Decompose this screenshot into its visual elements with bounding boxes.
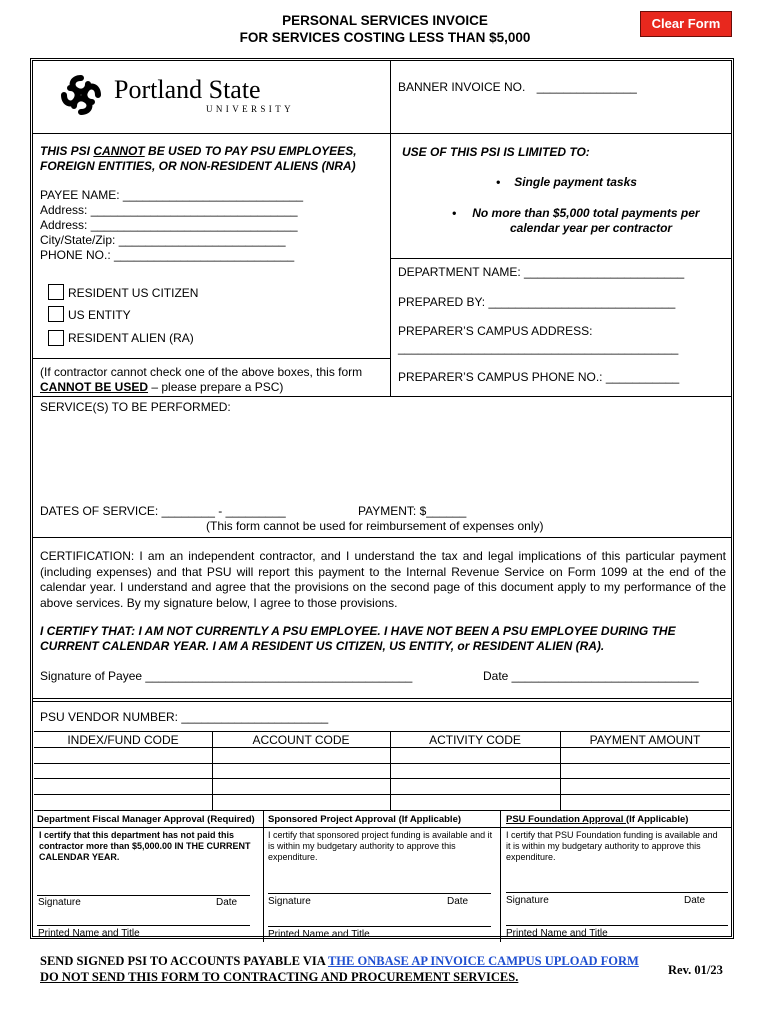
col-payment-amount: PAYMENT AMOUNT <box>589 733 701 747</box>
vendor-divider-b <box>33 701 731 702</box>
services-divider <box>33 396 731 397</box>
banner-invoice <box>398 80 637 95</box>
dept-date-label[interactable]: Date <box>216 897 238 908</box>
approval-divider-1 <box>263 810 264 942</box>
logo-sub: UNIVERSITY <box>206 104 294 114</box>
sponsored-signature-line <box>268 893 491 894</box>
services-label: SERVICE(S) TO BE PERFORMED: <box>40 400 231 414</box>
bullet-single-payment: • Single payment tasks <box>496 175 637 189</box>
phone-field[interactable]: PHONE NO.: ___________________________ <box>40 248 295 262</box>
cert-divider <box>33 537 731 538</box>
banner-invoice-label: BANNER INVOICE NO. <box>398 80 526 94</box>
us-entity-checkbox[interactable] <box>48 306 64 322</box>
bullet-icon: • <box>452 206 457 220</box>
right-divider-2 <box>391 258 731 259</box>
us-entity-label: US ENTITY <box>68 308 131 322</box>
revision-label: Rev. 01/23 <box>668 963 723 977</box>
resident-us-citizen-checkbox[interactable] <box>48 284 64 300</box>
payee-date-field[interactable]: Date ____________________________ <box>483 669 699 683</box>
form-title-line2: FOR SERVICES COSTING LESS THAN $5,000 <box>239 30 531 45</box>
psu-foundation-title: PSU Foundation Approval (If Applicable) <box>506 814 689 825</box>
foundation-printed-label[interactable]: Printed Name and Title <box>506 928 608 939</box>
foundation-signature-label[interactable]: Signature <box>506 895 549 906</box>
banner-invoice-field[interactable]: _______________ <box>536 80 637 94</box>
bullet-max-payment: • No more than $5,000 total payments per calendar year per contractor <box>452 206 700 235</box>
resident-us-citizen-label: RESIDENT US CITIZEN <box>68 286 199 300</box>
col-index-fund: INDEX/FUND CODE <box>67 733 179 747</box>
psu-mark-icon <box>58 72 104 118</box>
sponsored-date-label[interactable]: Date <box>447 896 469 907</box>
bullet-icon: • <box>496 175 501 189</box>
psi-warning: THIS PSI CANNOT BE USED TO PAY PSU EMPLOYEES, FOREIGN ENTITIES, OR NON-RESIDENT ALIENS (NRA) <box>40 144 357 173</box>
logo-divider <box>33 133 391 134</box>
foundation-printed-line <box>506 925 728 926</box>
foundation-date-label[interactable]: Date <box>684 895 706 906</box>
dept-signature-line <box>37 895 250 896</box>
col-account-code: ACCOUNT CODE <box>252 733 350 747</box>
funding-table <box>34 731 730 810</box>
logo-name: Portland State <box>114 75 261 104</box>
sponsored-project-text: I certify that sponsored project funding is available and it is within my budgetary authority to approve this expenditure. <box>268 830 493 862</box>
address1-field[interactable]: Address: _______________________________ <box>40 203 298 217</box>
campus-address-field[interactable]: __________________________________________ <box>398 341 679 355</box>
use-limited-title: USE OF THIS PSI IS LIMITED TO: <box>402 145 590 159</box>
contractor-note: (If contractor cannot check one of the above boxes, this form CANNOT BE USED – please prepare a PSC) <box>40 365 363 394</box>
right-divider-1 <box>391 133 731 134</box>
resident-alien-checkbox[interactable] <box>48 330 64 346</box>
payee-name-field[interactable]: PAYEE NAME: ___________________________ <box>40 188 304 202</box>
payee-signature-field[interactable]: Signature of Payee ________________________________________ <box>40 669 413 683</box>
services-textarea[interactable] <box>36 416 726 498</box>
footer-instructions: SEND SIGNED PSI TO ACCOUNTS PAYABLE VIA THE ONBASE AP INVOICE CAMPUS UPLOAD FORM DO NOT SEND THIS FORM TO CONTRACTING AND PROCUREMENT SERVICES. <box>40 954 639 984</box>
sponsored-printed-line <box>268 926 491 927</box>
payment-field[interactable]: PAYMENT: $______ <box>358 504 467 518</box>
onbase-upload-link[interactable]: THE ONBASE AP INVOICE CAMPUS UPLOAD FORM <box>327 954 639 968</box>
address2-field[interactable]: Address: _______________________________ <box>40 218 298 232</box>
cannot-be-used: CANNOT BE USED <box>40 380 149 394</box>
resident-alien-label: RESIDENT ALIEN (RA) <box>68 331 194 345</box>
psu-logo <box>58 72 298 120</box>
certification-paragraph: CERTIFICATION: I am an independent contractor, and I understand the tax and legal implications of this particular payment (including expenses) and that PSU will report this payment to the Internal Revenue Service on Form 1099 at the end of the calendar year. I understand and agree that the provisions on the second page of this document apply to my performance of the above services. By my signature below, I agree to those provisions. <box>40 549 726 610</box>
left-divider-note <box>33 358 391 359</box>
psu-foundation-text: I certify that PSU Foundation funding is available and it is within my budgetary authority to approve this expenditure. <box>506 830 718 862</box>
form-title <box>180 12 590 46</box>
sponsored-signature-label[interactable]: Signature <box>268 896 311 907</box>
form-title-line1: PERSONAL SERVICES INVOICE <box>282 13 488 28</box>
city-state-zip-field[interactable]: City/State/Zip: _________________________ <box>40 233 286 247</box>
clear-form-button[interactable]: Clear Form <box>640 11 732 37</box>
col-activity-code: ACTIVITY CODE <box>429 733 521 747</box>
top-divider <box>390 61 391 396</box>
campus-phone-field[interactable]: PREPARER’S CAMPUS PHONE NO.: ___________ <box>398 370 680 384</box>
payee-info <box>40 188 303 263</box>
approval-divider-2 <box>500 810 501 942</box>
vendor-number-field[interactable]: PSU VENDOR NUMBER: ______________________ <box>40 710 329 724</box>
reimbursement-note: (This form cannot be used for reimbursement of expenses only) <box>206 519 544 533</box>
vendor-divider-a <box>33 698 731 699</box>
department-name-field[interactable]: DEPARTMENT NAME: ________________________ <box>398 265 685 279</box>
dept-printed-label[interactable]: Printed Name and Title <box>38 928 140 939</box>
prepared-by-field[interactable]: PREPARED BY: ____________________________ <box>398 295 676 309</box>
campus-address-label: PREPARER’S CAMPUS ADDRESS: <box>398 324 593 338</box>
foundation-signature-line <box>506 892 728 893</box>
approval-header-line <box>33 827 731 828</box>
warning-cannot: CANNOT <box>93 144 145 158</box>
dates-of-service-field[interactable]: DATES OF SERVICE: ________ - _________ <box>40 504 286 518</box>
footer-warning: DO NOT SEND THIS FORM TO CONTRACTING AND PROCUREMENT SERVICES. <box>40 970 519 984</box>
certify-statement: I CERTIFY THAT: I AM NOT CURRENTLY A PSU EMPLOYEE. I HAVE NOT BEEN A PSU EMPLOYEE DURING THE CURRENT CALENDAR YEAR. I AM A RESIDENT US CITIZEN, US ENTITY, or RESIDENT ALIEN (RA). <box>40 624 676 653</box>
dept-fiscal-title: Department Fiscal Manager Approval (Required) <box>37 814 255 825</box>
sponsored-printed-label[interactable]: Printed Name and Title <box>268 929 370 940</box>
dept-printed-line <box>37 925 250 926</box>
dept-fiscal-text: I certify that this department has not paid this contractor more than $5,000.00 IN THE CURRENT CALENDAR YEAR. <box>39 830 251 862</box>
dept-signature-label[interactable]: Signature <box>38 897 81 908</box>
sponsored-project-title: Sponsored Project Approval (If Applicable) <box>268 814 462 825</box>
